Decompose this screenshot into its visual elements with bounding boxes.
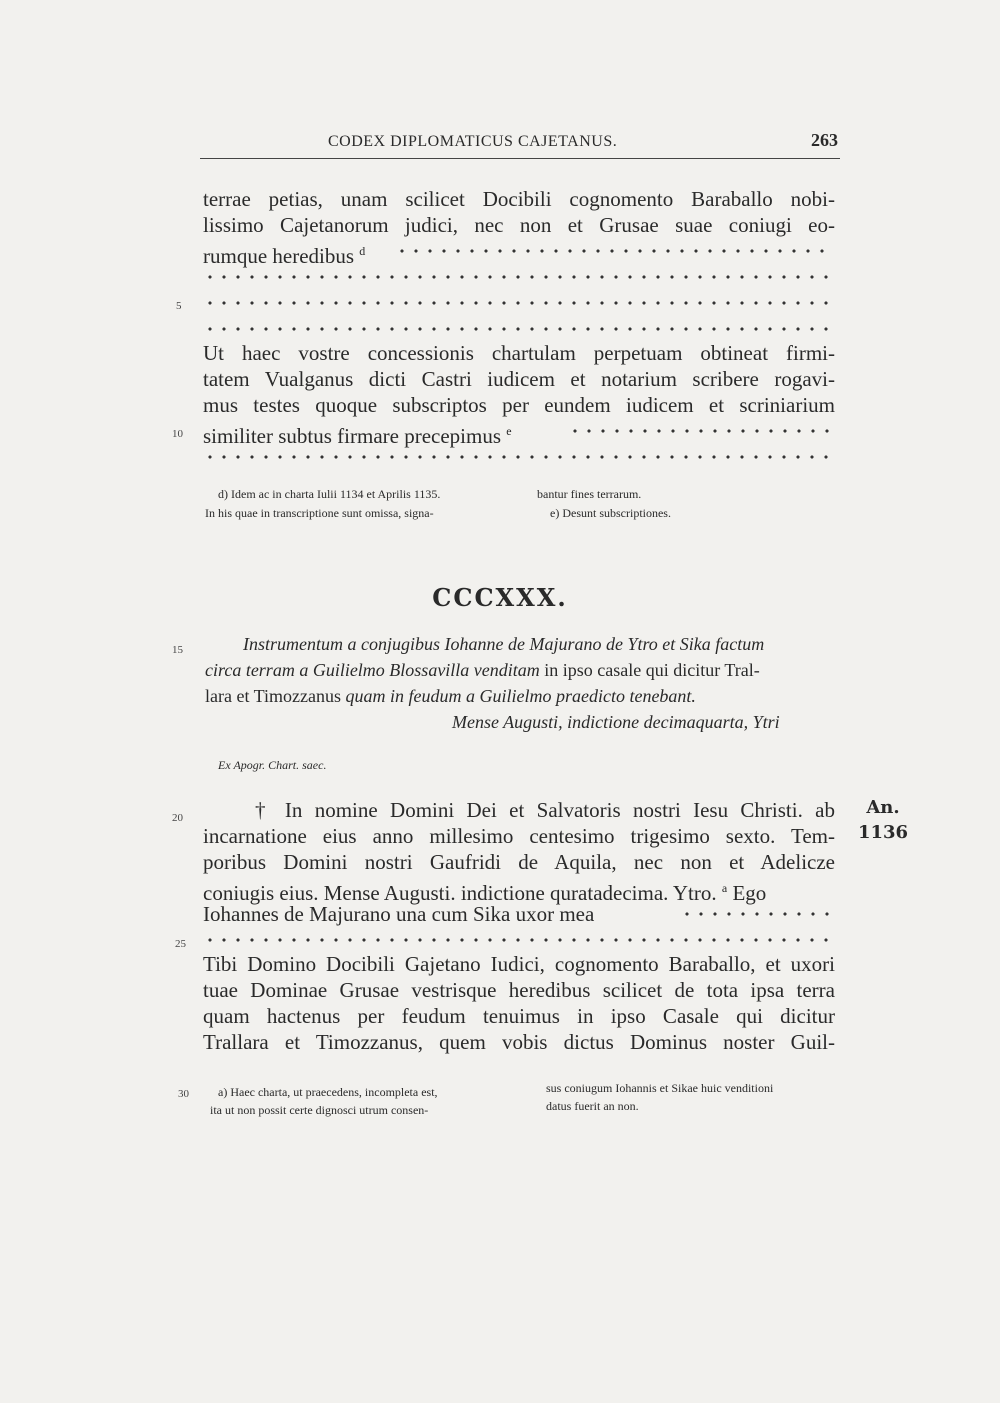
text-line: mus testes quoque subscriptos per eundem iudicem et scriniarium — [203, 393, 835, 417]
footnote-line: datus fuerit an non. — [546, 1099, 639, 1113]
text-line: incarnatione eius anno millesimo centesimo trigesimo sexto. Tem- — [203, 824, 835, 848]
margin-year: 1136 — [857, 822, 909, 843]
line-number: 5 — [176, 300, 182, 312]
text-line: tuae Dominae Grusae vestrisque heredibus scilicet de tota ipsa terra — [203, 978, 835, 1002]
line-number: 15 — [172, 644, 183, 656]
footnote-line: In his quae in transcriptione sunt omissa, signa- — [205, 506, 434, 520]
footnote-marker: a — [721, 881, 728, 895]
footnote-line: sus coniugum Iohannis et Sikae huic venditioni — [546, 1081, 774, 1095]
text-fragment: coniugis eius. Mense Augusti. indictione quratadecima. Ytro. — [203, 881, 717, 905]
text-line — [203, 238, 365, 269]
text-line: tatem Vualganus dicti Castri iudicem et notarium scribere rogavi- — [203, 367, 835, 391]
date-text: Mense Augusti, indictione decimaquarta, Ytri — [452, 712, 780, 732]
date-line — [452, 710, 780, 734]
document-number: CCCXXX. — [432, 583, 568, 612]
line-number: 30 — [178, 1088, 189, 1100]
text-line: poribus Domini nostri Gaufridi de Aquila, nec non et Adelicze — [203, 850, 835, 874]
abstract-line — [205, 684, 696, 708]
footnote-marker: d — [359, 244, 366, 258]
footnote-line: ita ut non possit certe dignosci utrum consen- — [210, 1103, 429, 1117]
running-title: CODEX DIPLOMATICUS CAJETANUS. — [328, 133, 618, 150]
dot-leader — [203, 274, 833, 280]
text-line: terrae petias, unam scilicet Docibili cognomento Baraballo nobi- — [203, 187, 835, 211]
abstract-text: in ipso casale qui dicitur Tral- — [539, 660, 760, 680]
dot-leader — [203, 326, 833, 332]
footnote-marker: e — [506, 424, 512, 438]
line-number: 20 — [172, 812, 183, 824]
text-line: Ut haec vostre concessionis chartulam perpetuam obtineat firmi- — [203, 341, 835, 365]
text-fragment: rumque heredibus — [203, 244, 355, 268]
abstract-text: quam in feudum a Guilielmo praedicto tenebant. — [345, 686, 696, 706]
footnote-line: bantur fines terrarum. — [537, 487, 642, 501]
source-note: Ex Apogr. Chart. saec. — [218, 758, 327, 772]
footnote-line: e) Desunt subscriptiones. — [550, 506, 671, 520]
text-line: Trallara et Timozzanus, quem vobis dictus Dominus noster Guil- — [203, 1030, 835, 1054]
line-number: 25 — [175, 938, 186, 950]
dot-leader — [203, 937, 833, 943]
abstract-text: Instrumentum a conjugibus Iohanne de Majurano de Ytro et Sika factum — [243, 634, 765, 654]
text-line: † In nomine Domini Dei et Salvatoris nostri Iesu Christi. ab — [255, 798, 835, 822]
abstract-line — [205, 658, 760, 682]
running-head — [200, 130, 840, 159]
dot-leader — [395, 248, 833, 254]
text-fragment: similiter subtus firmare precepimus — [203, 424, 502, 448]
text-line — [203, 418, 512, 449]
abstract-text: lara et Timozzanus — [205, 686, 346, 706]
footnote-line: a) Haec charta, ut praecedens, incompleta est, — [218, 1085, 438, 1099]
margin-year-label: An. — [866, 797, 900, 818]
dot-leader — [203, 454, 833, 460]
text-fragment: Ego — [732, 881, 767, 905]
abstract-text: circa terram a Guilielmo Blossavilla venditam — [205, 660, 540, 680]
dot-leader — [203, 300, 833, 306]
text-line: Tibi Domino Docibili Gajetano Iudici, cognomento Baraballo, et uxori — [203, 952, 835, 976]
dot-leader — [680, 911, 833, 917]
line-number: 10 — [172, 428, 183, 440]
text-line: lissimo Cajetanorum judici, nec non et Grusae suae coniugi eo- — [203, 213, 835, 237]
dot-leader — [568, 428, 833, 434]
text-line: Iohannes de Majurano una cum Sika uxor mea — [203, 902, 595, 926]
page-number: 263 — [811, 130, 838, 150]
text-line: quam hactenus per feudum tenuimus in ipso Casale qui dicitur — [203, 1004, 835, 1028]
abstract-line — [243, 632, 764, 656]
footnote-line: d) Idem ac in charta Iulii 1134 et Aprilis 1135. — [218, 487, 441, 501]
